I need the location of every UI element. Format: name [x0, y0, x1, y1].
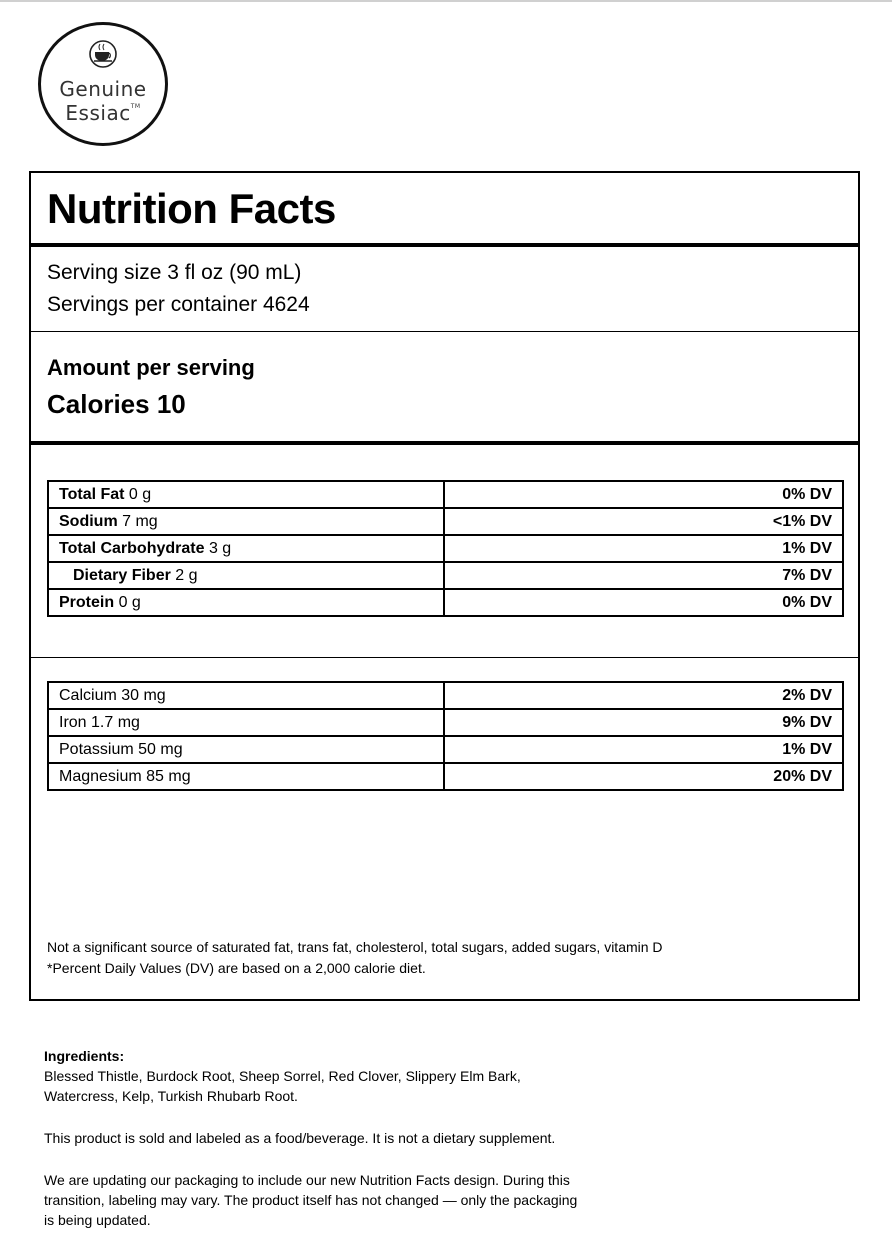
amount-per-serving: Amount per serving — [47, 355, 255, 380]
table-row — [48, 508, 843, 535]
trademark-mark: TM — [130, 103, 141, 110]
table-row — [48, 535, 843, 562]
divider-thin — [31, 331, 858, 332]
divider-thick — [31, 243, 858, 247]
table-row — [48, 589, 843, 616]
divider-thick — [31, 441, 858, 445]
servings-per-container: Servings per container 4624 — [47, 293, 310, 316]
packaging-line: transition, labeling may vary. The product itself has not changed — only the packaging — [44, 1192, 578, 1208]
footnote-daily-values: *Percent Daily Values (DV) are based on a 2,000 calorie diet. — [47, 960, 426, 976]
brand-logo — [38, 22, 168, 146]
brand-name-line2: Essiac™ — [65, 101, 141, 125]
nutrient-cell: Sodium 7 mg — [48, 508, 444, 535]
calories: Calories 10 — [47, 389, 186, 419]
nutrient-cell: Total Carbohydrate 3 g — [48, 535, 444, 562]
nutrition-facts-panel — [29, 171, 860, 1001]
product-notice: This product is sold and labeled as a food/beverage. It is not a dietary supplement. — [44, 1130, 556, 1146]
divider-thin — [31, 657, 858, 658]
ingredients-heading: Ingredients: — [44, 1048, 125, 1064]
mineral-cell: Magnesium 85 mg — [48, 763, 444, 790]
dv-cell: 9% DV — [444, 709, 843, 736]
ingredients-line: Blessed Thistle, Burdock Root, Sheep Sorrel, Red Clover, Slippery Elm Bark, — [44, 1068, 521, 1084]
table-row — [48, 736, 843, 763]
panel-title: Nutrition Facts — [47, 185, 336, 232]
packaging-line: is being updated. — [44, 1212, 151, 1228]
mineral-cell: Potassium 50 mg — [48, 736, 444, 763]
dv-cell: 20% DV — [444, 763, 843, 790]
table-row — [48, 562, 843, 589]
mineral-cell: Iron 1.7 mg — [48, 709, 444, 736]
dv-cell: 1% DV — [444, 535, 843, 562]
packaging-line: We are updating our packaging to include our new Nutrition Facts design. During this — [44, 1172, 570, 1188]
nutrient-table — [47, 480, 844, 617]
dv-cell: 0% DV — [444, 481, 843, 508]
table-row — [48, 682, 843, 709]
serving-size: Serving size 3 fl oz (90 mL) — [47, 261, 302, 284]
table-row — [48, 709, 843, 736]
mineral-table — [47, 681, 844, 791]
dv-cell: <1% DV — [444, 508, 843, 535]
dv-cell: 7% DV — [444, 562, 843, 589]
footnote-not-significant: Not a significant source of saturated fat, trans fat, cholesterol, total sugars, added sugars, vitamin D — [47, 939, 663, 955]
table-row — [48, 481, 843, 508]
top-divider — [0, 0, 892, 2]
nutrient-cell: Dietary Fiber 2 g — [48, 562, 444, 589]
nutrient-cell: Total Fat 0 g — [48, 481, 444, 508]
nutrient-cell: Protein 0 g — [48, 589, 444, 616]
mineral-cell: Calcium 30 mg — [48, 682, 444, 709]
ingredients-line: Watercress, Kelp, Turkish Rhubarb Root. — [44, 1088, 298, 1104]
brand-name-line1: Genuine — [59, 77, 147, 101]
dv-cell: 0% DV — [444, 589, 843, 616]
dv-cell: 1% DV — [444, 736, 843, 763]
table-row — [48, 763, 843, 790]
dv-cell: 2% DV — [444, 682, 843, 709]
